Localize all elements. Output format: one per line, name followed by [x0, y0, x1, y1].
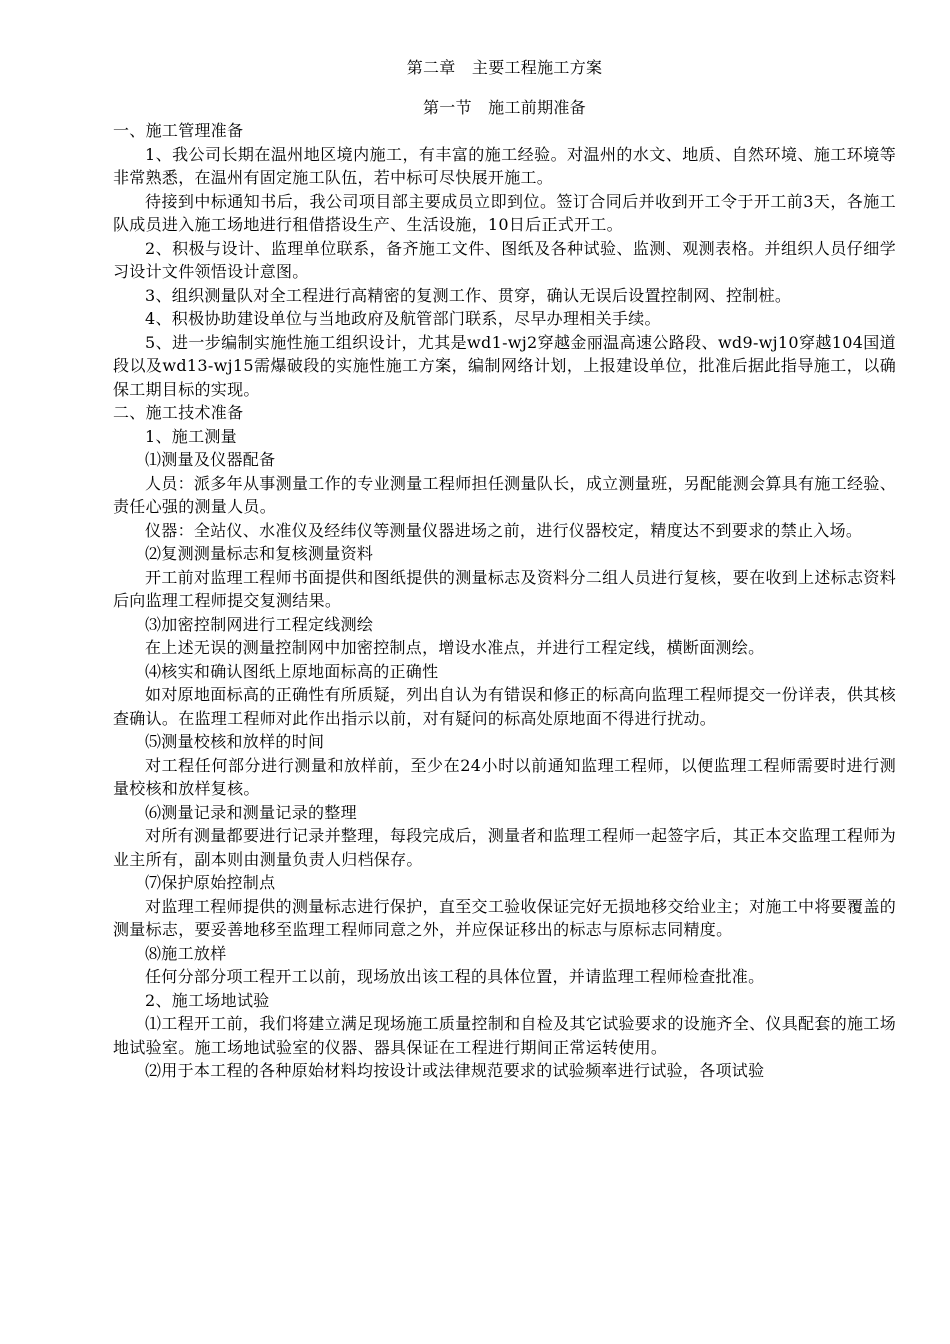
chapter-title: 第二章 主要工程施工方案 — [406, 58, 603, 77]
section-heading: 一、施工管理准备 — [113, 121, 244, 140]
section-heading: 二、施工技术准备 — [113, 403, 244, 422]
paragraph: ⑻施工放样 — [145, 943, 227, 963]
paragraph: 对所有测量都要进行记录并整理，每段完成后，测量者和监理工程师一起签字后，其正本交监理工程师为业主所有，副本则由测量负责人归档保存。 — [113, 826, 896, 869]
paragraph: 3、组织测量队对全工程进行高精密的复测工作、贯穿，确认无误后设置控制网、控制桩。 — [145, 285, 792, 305]
section-title: 第一节 施工前期准备 — [422, 97, 586, 117]
paragraph: 待接到中标通知书后，我公司项目部主要成员立即到位。签订合同后并收到开工令于开工前3天，各施工队成员进入施工场地进行租借搭设生产、生活设施，10日后正式开工。 — [113, 191, 896, 234]
paragraph: ⑴工程开工前，我们将建立满足现场施工质量控制和自检及其它试验要求的设施齐全、仪具配套的施工场地试验室。施工场地试验室的仪器、器具保证在工程进行期间正常运转使用。 — [113, 1014, 896, 1057]
paragraph: ⑺保护原始控制点 — [145, 873, 276, 892]
paragraph: 2、积极与设计、监理单位联系，备齐施工文件、图纸及各种试验、监测、观测表格。并组织人员仔细学习设计文件领悟设计意图。 — [113, 238, 896, 281]
paragraph: 仪器：全站仪、水准仪及经纬仪等测量仪器进场之前，进行仪器校定，精度达不到要求的禁止入场。 — [145, 520, 863, 540]
paragraph: 任何分部分项工程开工以前，现场放出该工程的具体位置，并请监理工程师检查批准。 — [145, 967, 765, 986]
paragraph: 人员：派多年从事测量工作的专业测量工程师担任测量队长，成立测量班，另配能测会算具有施工经验、责任心强的测量人员。 — [113, 473, 896, 516]
paragraph: ⑶加密控制网进行工程定线测绘 — [145, 614, 374, 634]
paragraph: ⑴测量及仪器配备 — [145, 450, 276, 469]
paragraph: 开工前对监理工程师书面提供和图纸提供的测量标志及资料分二组人员进行复核，要在收到上述标志资料后向监理工程师提交复测结果。 — [113, 567, 896, 610]
paragraph: ⑷核实和确认图纸上原地面标高的正确性 — [145, 661, 439, 681]
paragraph: 1、我公司长期在温州地区境内施工，有丰富的施工经验。对温州的水文、地质、自然环境、施工环境等非常熟悉，在温州有固定施工队伍，若中标可尽快展开施工。 — [113, 144, 896, 187]
document-page — [113, 56, 896, 1083]
paragraph: 1、施工测量 — [145, 426, 237, 446]
paragraph: ⑹测量记录和测量记录的整理 — [145, 802, 357, 822]
document-body — [113, 119, 896, 1083]
paragraph: 4、积极协助建设单位与当地政府及航管部门联系，尽早办理相关手续。 — [145, 309, 661, 328]
paragraph: 5、进一步编制实施性施工组织设计，尤其是wd1-wj2穿越金丽温高速公路段、wd9-wj10穿越104国道段以及wd13-wj15需爆破段的实施性施工方案，编制网络计划，上报建设单位，批准后据此指导施工，以确保工期目标的实现。 — [113, 332, 896, 399]
paragraph: ⑵复测测量标志和复核测量资料 — [145, 544, 374, 563]
paragraph: ⑵用于本工程的各种原始材料均按设计或法律规范要求的试验频率进行试验，各项试验 — [145, 1061, 765, 1080]
paragraph: 在上述无误的测量控制网中加密控制点，增设水准点，并进行工程定线，横断面测绘。 — [145, 638, 765, 657]
paragraph: 对工程任何部分进行测量和放样前，至少在24小时以前通知监理工程师，以便监理工程师需要时进行测量校核和放样复核。 — [113, 755, 896, 798]
paragraph: 对监理工程师提供的测量标志进行保护，直至交工验收保证完好无损地移交给业主；对施工中将要覆盖的测量标志，要妥善地移至监理工程师同意之外，并应保证移出的标志与原标志同精度。 — [113, 896, 896, 939]
paragraph: 如对原地面标高的正确性有所质疑，列出自认为有错误和修正的标高向监理工程师提交一份详表，供其核查确认。在监理工程师对此作出指示以前，对有疑问的标高处原地面不得进行扰动。 — [113, 685, 896, 728]
paragraph: 2、施工场地试验 — [145, 990, 270, 1010]
paragraph: ⑸测量校核和放样的时间 — [145, 732, 325, 751]
